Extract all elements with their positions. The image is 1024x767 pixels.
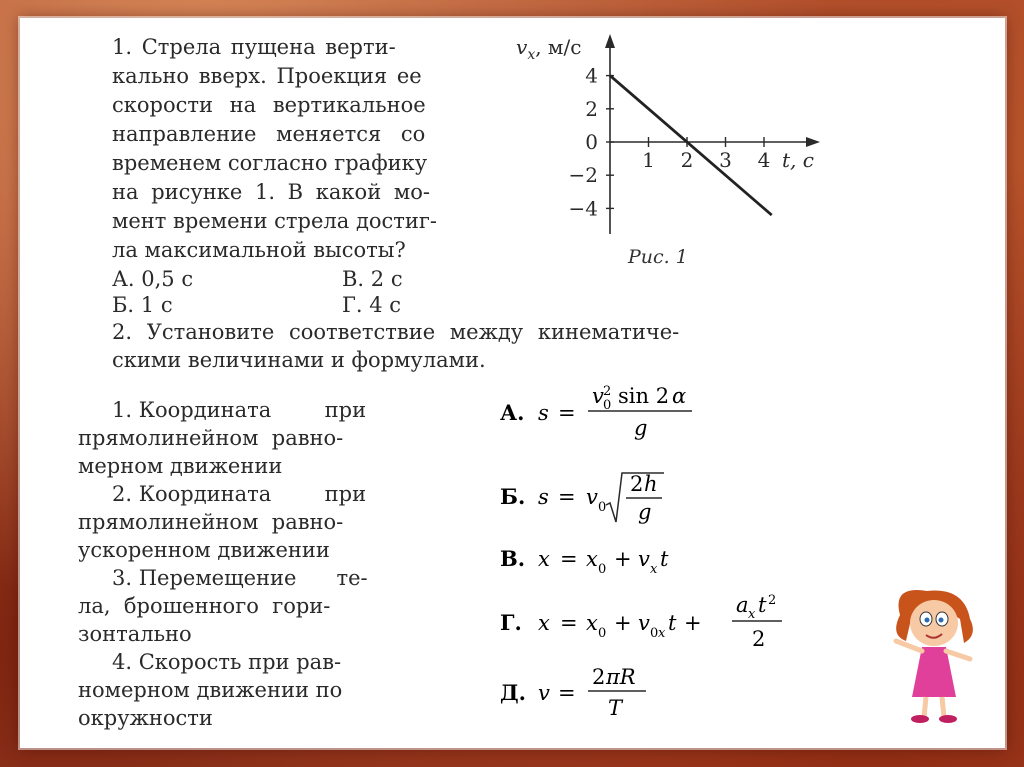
task1-line-8: ла максимальной высоты? [112,238,406,262]
formula-v-svg [500,540,720,580]
svg-text:=: = [558,681,576,705]
svg-text:t: t [660,547,669,571]
svg-text:x: x [650,562,658,577]
y-tick-label: −2 [568,163,598,188]
svg-text:x: x [586,611,598,635]
task2-line-1: 2. Установите соответствие между кинематиче- [112,320,680,344]
girl-illustration [882,585,982,725]
svg-text:α: α [672,384,687,408]
y-tick-label: 0 [585,130,598,154]
svg-text:0: 0 [598,500,607,515]
task1-line-3: скорости на вертикальное [112,93,426,117]
x-tick-label: 4 [757,148,771,172]
item-line-8: ла, брошенного гори- [78,594,331,618]
item-line-5: прямолинейном равно- [78,510,344,534]
svg-text:2: 2 [752,627,766,651]
formula-g-svg [500,594,800,654]
svg-text:=: = [558,401,576,425]
svg-text:x: x [538,611,550,635]
svg-text:+: + [684,611,702,635]
y-tick-label: −4 [568,196,598,221]
svg-text:0: 0 [650,626,659,641]
answer-b: Б. 1 с [112,293,173,317]
svg-text:t: t [758,593,767,617]
velocity-line [610,76,772,215]
item-line-2: прямолинейном равно- [78,426,344,450]
svg-text:=: = [558,485,576,509]
svg-text:x: x [586,547,598,571]
svg-text:+: + [614,547,632,571]
formula-b [500,467,720,536]
svg-text:g: g [638,500,652,524]
svg-text:v: v [586,485,598,509]
x-tick-label: 3 [719,148,732,172]
svg-text:x: x [748,607,756,622]
formula-d [500,664,720,729]
task1-line-2: кально вверх. Проекция ее [112,64,422,88]
svg-text:t: t [668,611,677,635]
task1-line-5: временем согласно графику [112,151,428,175]
velocity-graph [500,30,830,245]
formula-b-svg [500,467,720,531]
item-line-3: мерном движении [78,454,283,478]
svg-text:+: + [614,611,632,635]
svg-text:v: v [638,547,650,571]
svg-text:T: T [608,696,623,720]
svg-text:sin 2: sin 2 [618,384,670,408]
y-axis-label: $v_x$, м/с [516,35,582,63]
item-line-11: номерном движении по [78,678,343,702]
formula-a [500,383,720,448]
svg-text:2: 2 [768,593,777,608]
formula-b-label: Б. [500,484,526,509]
item-line-10: 4. Скорость при рав- [112,650,342,674]
task1-line-6: на рисунке 1. В какой мо- [112,180,430,204]
x-tick-label: 1 [642,148,655,172]
svg-text:2: 2 [603,384,612,399]
answer-v: В. 2 с [342,267,403,291]
svg-text:2: 2 [630,472,644,496]
svg-text:0: 0 [598,562,607,577]
y-tick-label: 4 [585,63,598,88]
item-line-6: ускоренном движении [78,538,330,562]
answer-a: А. 0,5 с [112,267,194,291]
task2-line-2: скими величинами и формулами. [112,348,486,372]
svg-text:πR: πR [606,665,636,689]
x-axis-arrow [806,137,820,147]
svg-text:g: g [634,416,648,440]
x-tick-label: 2 [680,148,694,172]
item-line-1: 1. Координата при [112,398,367,422]
y-tick-label: 2 [585,96,598,121]
svg-text:0: 0 [598,626,607,641]
svg-text:v: v [638,611,650,635]
x-axis-label: t, с [782,148,814,172]
item-line-7: 3. Перемещение те- [112,566,368,590]
formula-a-label: А. [500,400,525,425]
svg-text:s: s [538,485,549,509]
svg-text:s: s [538,401,549,425]
item-line-4: 2. Координата при [112,482,367,506]
answer-g: Г. 4 с [342,293,402,317]
svg-text:x: x [538,547,550,571]
y-axis-arrow [605,34,615,48]
svg-text:h: h [644,472,658,496]
item-line-9: зонтально [78,622,192,646]
figure-caption: Рис. 1 [628,246,688,268]
svg-text:v: v [538,681,550,705]
formula-d-label: Д. [500,680,526,705]
item-line-12: окружности [78,706,213,730]
task1-line-1: 1. Стрела пущена верти- [112,35,396,59]
formula-g-label: Г. [500,610,522,635]
formula-v [500,540,720,585]
task1-line-4: направление меняется со [112,122,426,146]
svg-text:2: 2 [592,665,606,689]
formula-g [500,594,800,659]
formula-v-label: В. [500,546,526,571]
svg-text:a: a [736,593,749,617]
svg-text:x: x [658,626,666,641]
svg-text:0: 0 [603,398,612,413]
formula-a-svg [500,383,720,443]
formula-d-svg [500,664,720,724]
svg-text:=: = [560,611,578,635]
svg-text:=: = [560,547,578,571]
svg-text:v: v [592,384,604,408]
task1-line-7: мент времени стрела достиг- [112,209,438,233]
